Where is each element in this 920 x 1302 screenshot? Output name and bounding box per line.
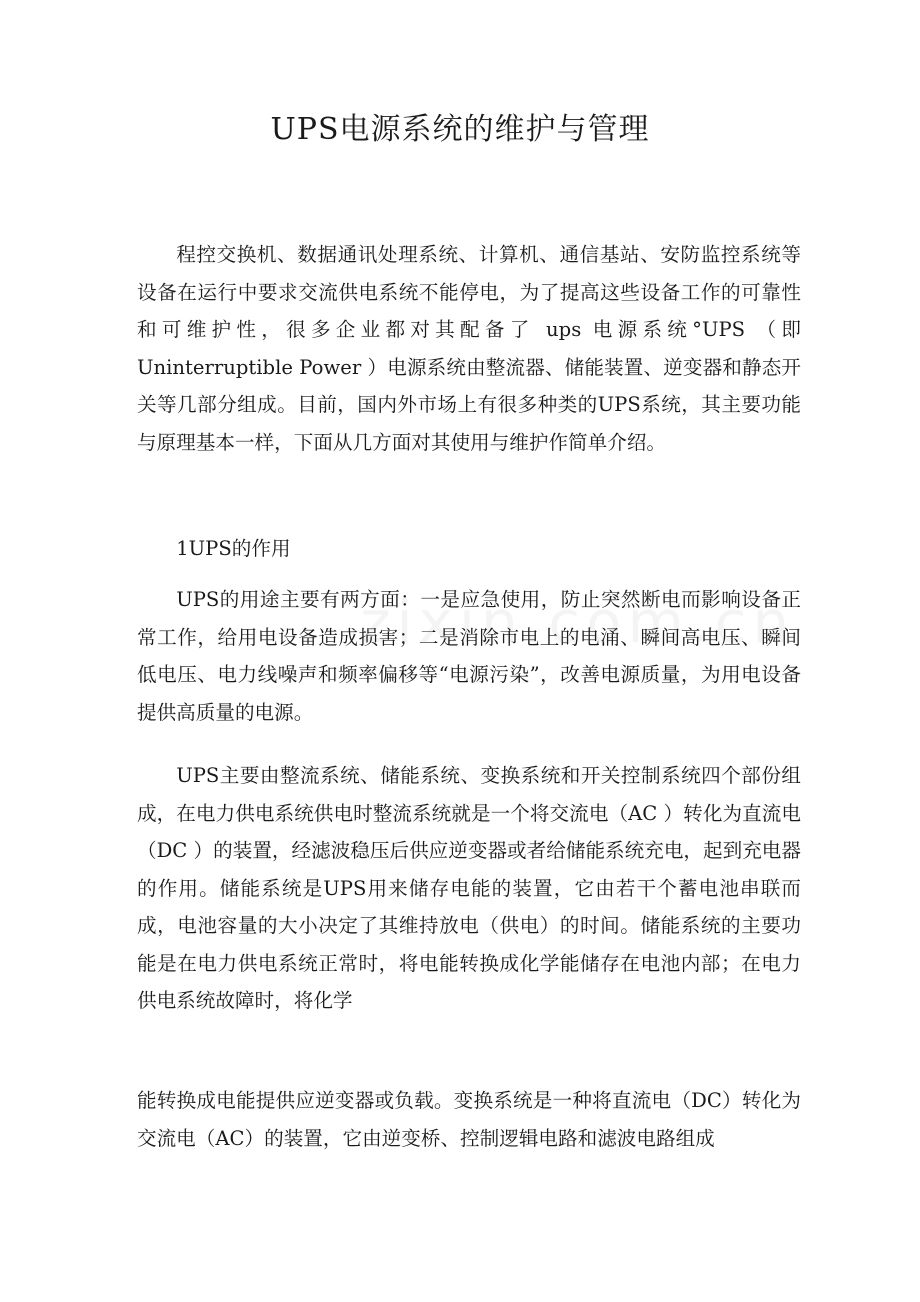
section-heading-ups-function: 1UPS的作用 [176, 537, 291, 560]
page-title: UPS电源系统的维护与管理 [270, 112, 650, 147]
intro-paragraph: 程控交换机、数据通讯处理系统、计算机、通信基站、安防监控系统等设备在运行中要求交流供电系统不能停电，为了提高这些设备工作的可靠性和可维护性，很多企业都对其配备了 ups 电源系统°UPS （即 Uninterruptible Power ）电源系统由整流器、储能装置、逆变器和静态开关等几部分组成。目前，国内外市场上有很多种类的UPS系统，其主要功能与原理基本一样，下面从几方面对其使用与维护作简单介绍。 [137, 243, 801, 454]
continuation-paragraph: 能转换成电能提供应逆变器或负载。变换系统是一种将直流电（DC）转化为交流电（AC）的装置，它由逆变桥、控制逻辑电路和滤波电路组成 [137, 1089, 801, 1150]
usage-paragraph: UPS的用途主要有两方面：一是应急使用，防止突然断电而影响设备正常工作，给用电设备造成损害；二是消除市电上的电涌、瞬间高电压、瞬间低电压、电力线噪声和频率偏移等“电源污染”，改善电源质量，为用电设备提供高质量的电源。 [137, 588, 801, 724]
components-paragraph: UPS主要由整流系统、储能系统、变换系统和开关控制系统四个部份组成，在电力供电系统供电时整流系统就是一个将交流电（AC ）转化为直流电（DC ）的装置，经滤波稳压后供应逆变器或者给储能系统充电，起到充电器的作用。储能系统是UPS用来储存电能的装置，它由若干个蓄电池串联而成，电池容量的大小决定了其维持放电（供电）的时间。储能系统的主要功能是在电力供电系统正常时，将电能转换成化学能储存在电池内部；在电力供电系统故障时，将化学 [137, 764, 801, 1012]
